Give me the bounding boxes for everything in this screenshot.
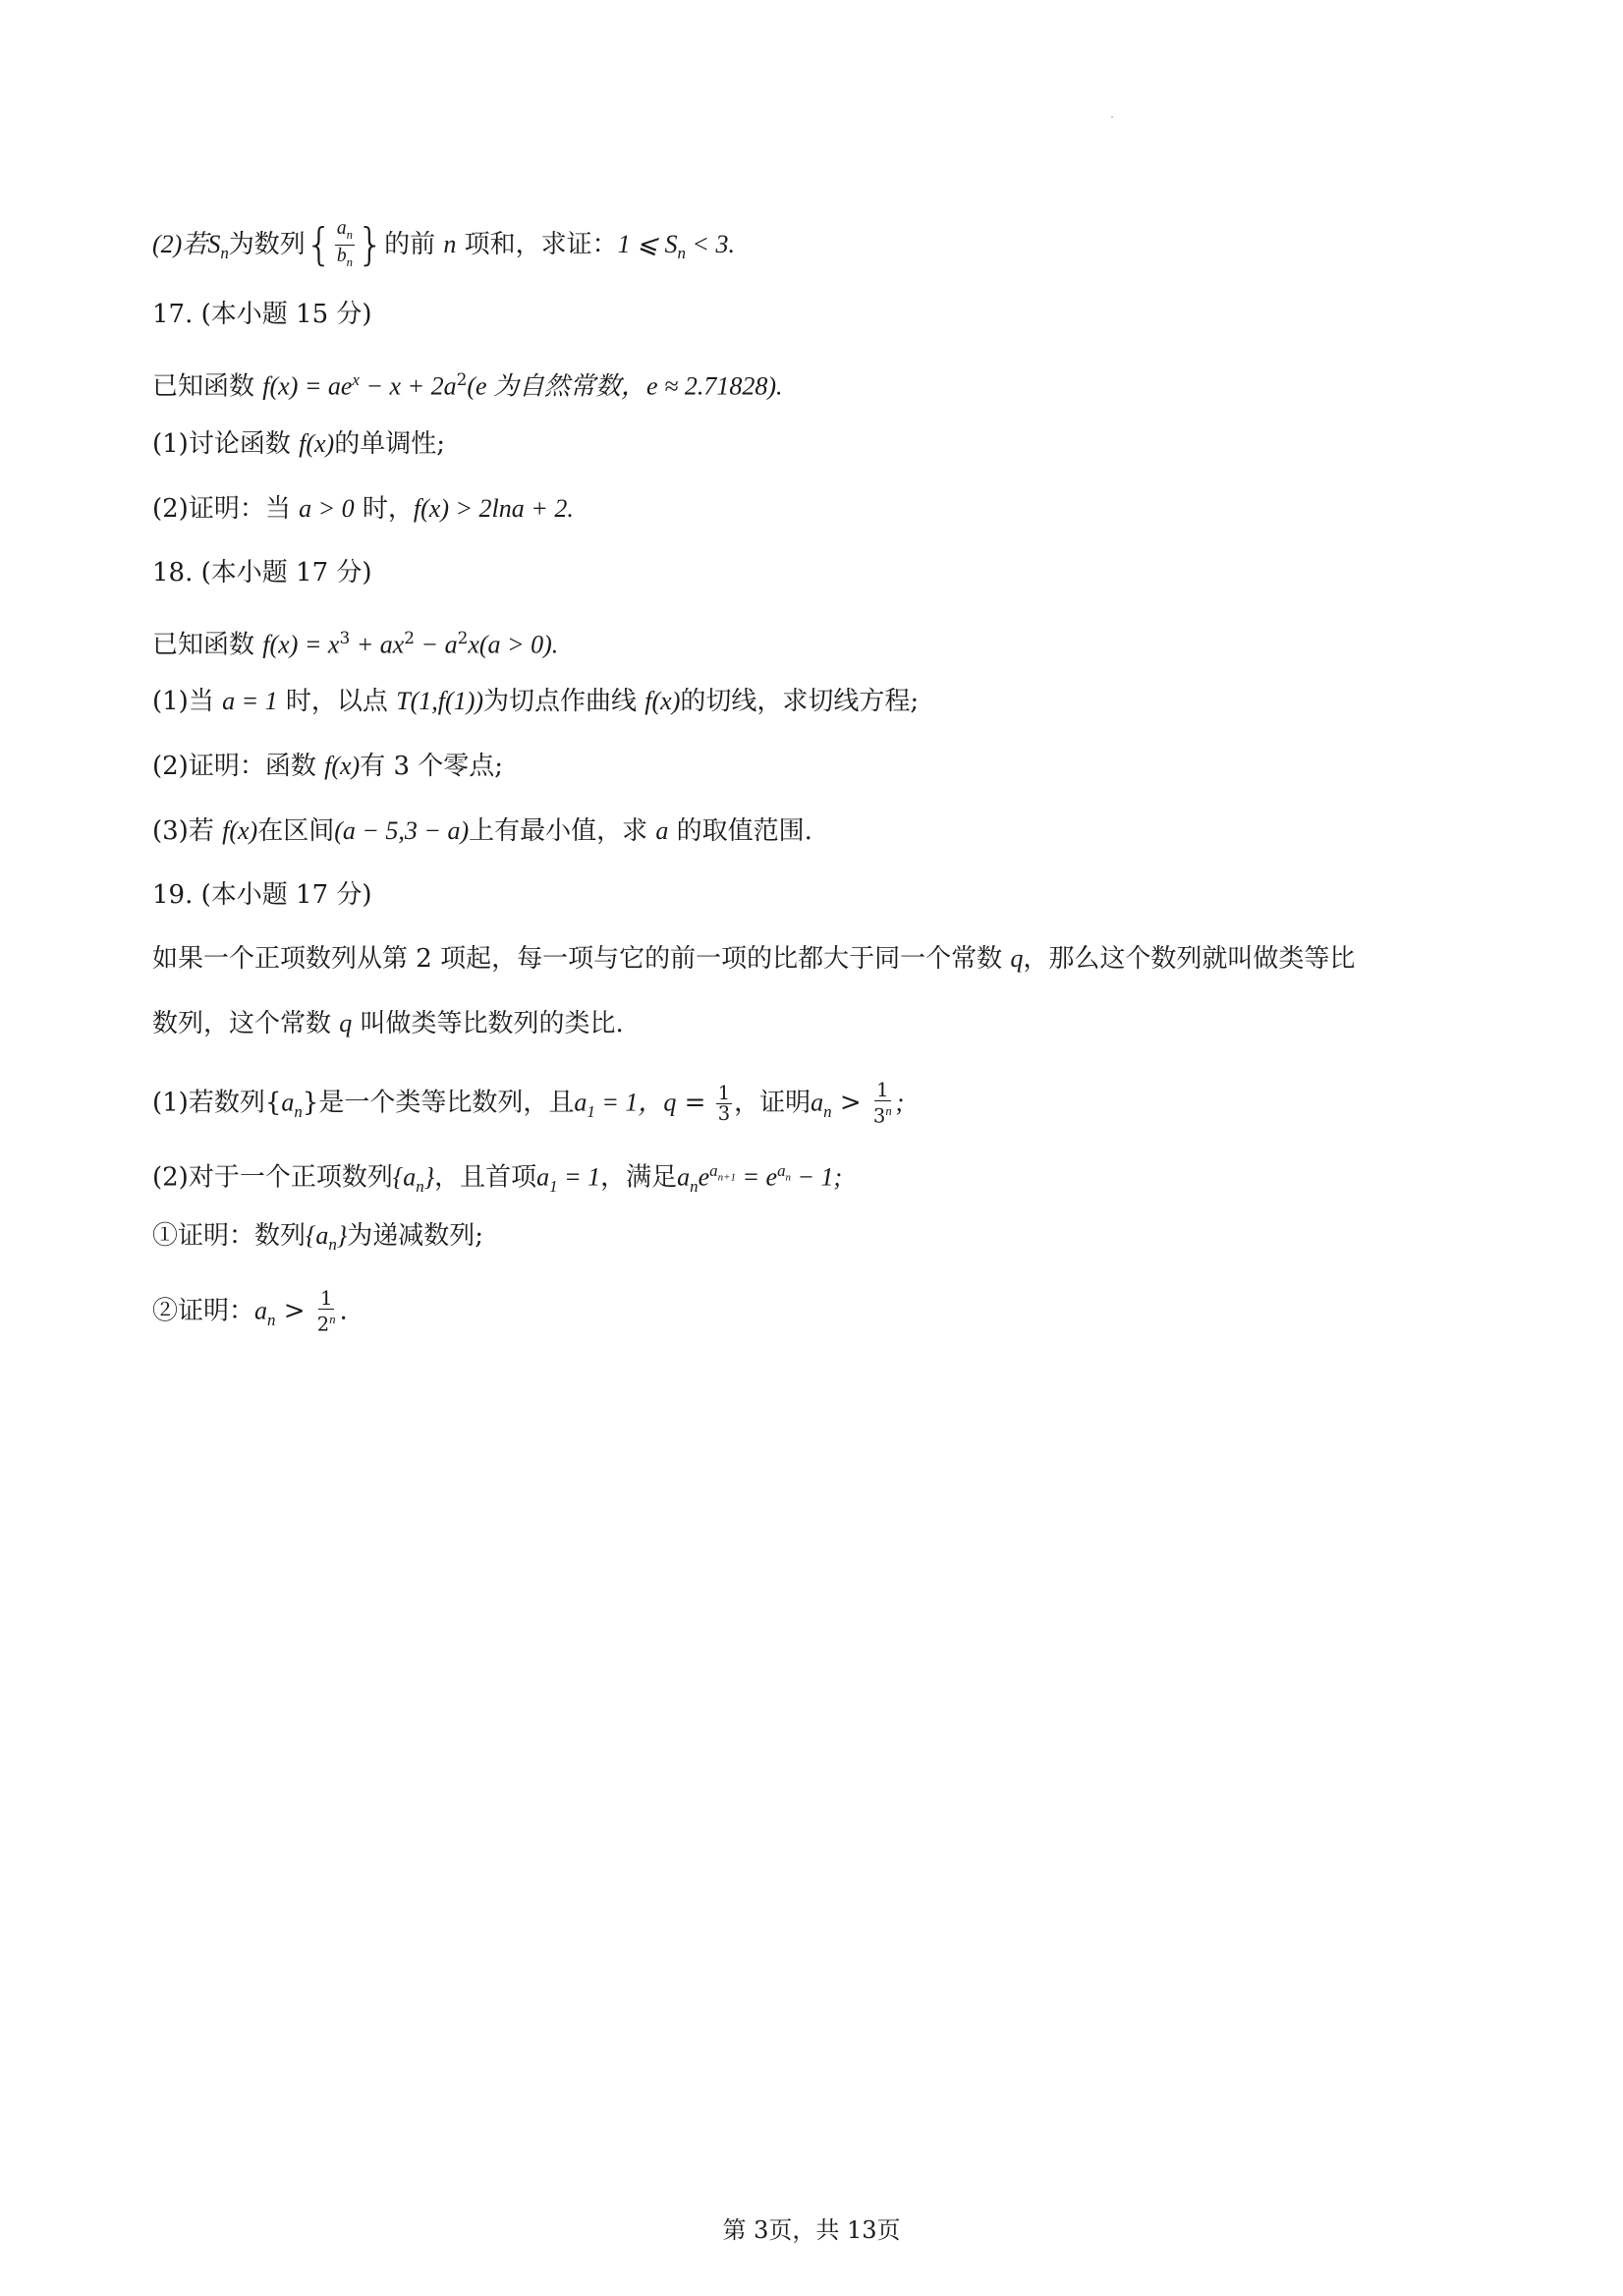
- q17-stem: 已知函数 $f(x) = ae^x - x + 2a^2(e$ 为自然常数，e ≈ 2.71828).: [152, 369, 783, 402]
- q16-part2: (2)若$S_n$为数列{ $\frac{a_n}{b_n}$ }的前 n 项和，求证：1 ⩽ $S_n < 3$.: [152, 218, 735, 273]
- fraction-one-over-2n: $\frac{1}{2^n}$: [316, 1287, 336, 1336]
- fraction-one-over-3n: $\frac{1}{3^n}$: [872, 1079, 892, 1128]
- q18-stem: 已知函数 $f(x) = x^3 + ax^2 - a^2x(a > 0)$.: [152, 628, 559, 660]
- q19-part2: (2)对于一个正项数列$\{a_n\}$，且首项$a_1 = 1$，满足$a_ne^{a_{n+1}} = e^{a_n} - 1$;: [152, 1161, 843, 1196]
- q17-part2: (2)证明：当 a > 0 时，f(x) > 2lna + 2.: [152, 494, 574, 524]
- q19-stem-line1: 如果一个正项数列从第 2 项起，每一项与它的前一项的比都大于同一个常数 q，那么这个数列就叫做类等比: [152, 944, 1356, 974]
- q19-stem-line2: 数列，这个常数 q 叫做类等比数列的类比.: [152, 1009, 624, 1038]
- scan-dot: [1111, 116, 1113, 118]
- fraction-one-third: $\frac{1}{3}$: [717, 1081, 731, 1126]
- page-footer: 第 3页，共 13页: [722, 2216, 901, 2244]
- q19-header: 19. (本小题 17 分): [152, 880, 372, 910]
- fraction-an-bn: $\frac{a_n}{b_n}$: [336, 218, 353, 270]
- q17-part1: (1)讨论函数 f(x)的单调性;: [152, 429, 445, 459]
- q19-sub2: ②证明：$a_n$ > $\frac{1}{2^n}$ .: [152, 1287, 348, 1336]
- q18-header: 18. (本小题 17 分): [152, 558, 372, 588]
- q18-part1: (1)当 a = 1 时，以点 T(1,f(1))为切点作曲线 f(x)的切线，求切线方程;: [152, 687, 920, 716]
- q19-sub1: ①证明：数列$\{a_n\}$为递减数列;: [152, 1221, 484, 1255]
- q17-header: 17. (本小题 15 分): [152, 300, 372, 329]
- q18-part3: (3)若 f(x)在区间(a − 5,3 − a)上有最小值，求 a 的取值范围.: [152, 816, 812, 846]
- q19-part1: (1)若数列$\{a_n\}$是一个类等比数列，且$a_1 = 1$，q = $\frac{1}{3}$ ，证明$a_n$ > $\frac{1}{3^n}$ ;: [152, 1079, 905, 1128]
- q18-part2: (2)证明：函数 f(x)有 3 个零点;: [152, 752, 504, 781]
